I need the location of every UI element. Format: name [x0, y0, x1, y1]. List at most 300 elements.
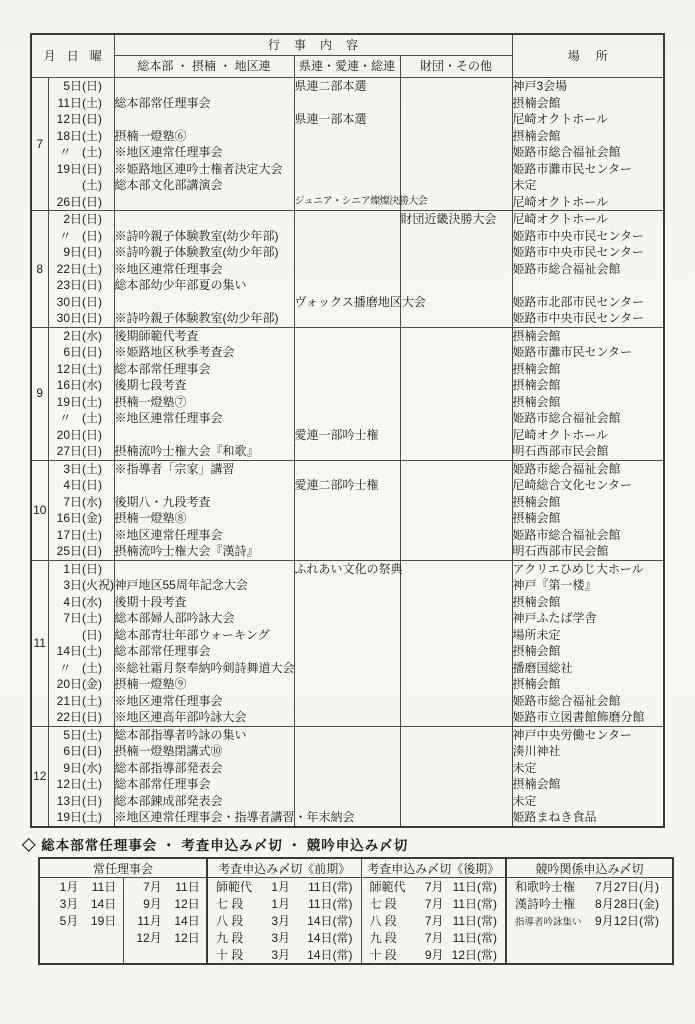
- cell-event-sohonbu: 総本部常任理事会: [114, 361, 294, 378]
- cell-event-sohonbu: [114, 294, 294, 311]
- header-day: 日: [66, 48, 79, 63]
- header-col-kenren: 県連・愛連・総連: [294, 56, 400, 78]
- cell-day: 16日: [56, 378, 82, 392]
- deadlines-heading: ◇ 総本部常任理事会 ・ 考査申込み〆切 ・ 競吟申込み〆切: [22, 838, 409, 853]
- cell-day: 7日: [63, 611, 82, 625]
- cell-event-kenren: [294, 128, 400, 145]
- cell-place: 姫路市総合福祉会館: [512, 527, 621, 542]
- cell-kyogin: 和歌吟士権 7月27日(月): [515, 880, 660, 894]
- schedule-row: [31, 161, 664, 178]
- cell-event-kenren: [294, 577, 400, 594]
- cell-event-kenren: [294, 377, 400, 394]
- cell-place: 姫路市灘市民センター: [512, 161, 633, 176]
- cell-event-sohonbu: 摂楠一燈塾⑨: [114, 676, 294, 693]
- cell-zenki: 十 段 3月 14日(常): [207, 946, 361, 964]
- cell-dow: (日): [82, 277, 114, 294]
- cell-day: 6日: [63, 345, 82, 359]
- cell-place: 未定: [512, 178, 537, 192]
- cell-dow: (日): [82, 111, 114, 128]
- cell-event-zaidan: [400, 277, 512, 294]
- cell-day: 13日: [56, 793, 82, 808]
- cell-place: 姫路市中央市民センター: [512, 245, 645, 259]
- header-events-group: 行事内容: [114, 34, 512, 56]
- cell-kyogin: [506, 946, 673, 964]
- schedule-row: [31, 527, 664, 544]
- cell-place: 神戸『第一楼』: [512, 578, 597, 592]
- cell-event-zaidan: [400, 443, 512, 460]
- schedule-row: [31, 327, 664, 344]
- cell-place: 姫路市総合福祉会館: [512, 693, 621, 708]
- cell-day: 2日: [48, 211, 82, 228]
- cell-place: 摂楠会館: [512, 511, 561, 525]
- schedule-row: [31, 310, 664, 327]
- cell-kouki: 師範代 7月 11日(常): [361, 878, 506, 896]
- cell-event-sohonbu: ※詩吟親子体験教室(幼少年部): [114, 228, 294, 245]
- month-group: [31, 211, 664, 328]
- cell-event-zaidan: [400, 577, 512, 594]
- cell-event-sohonbu: 総本部常任理事会: [114, 95, 294, 112]
- cell-day: 2日: [48, 327, 82, 344]
- month-group: [31, 560, 664, 726]
- cell-event-sohonbu: ※地区連常任理事会: [114, 261, 294, 278]
- cell-event-zaidan: [400, 410, 512, 427]
- cell-day: 〃: [59, 145, 72, 159]
- deadline-row: [39, 929, 673, 946]
- cell-day: 27日: [56, 444, 82, 458]
- cell-day: 25日: [56, 544, 82, 558]
- cell-event-zaidan: [400, 111, 512, 128]
- month-group: [31, 78, 664, 211]
- cell-place: 姫路市中央市民センター: [512, 311, 645, 325]
- cell-place: 姫路市総合福祉会館: [512, 411, 621, 425]
- cell-dow: (土): [82, 128, 114, 145]
- schedule-row: [31, 510, 664, 527]
- month-group: [31, 460, 664, 560]
- cell-event-sohonbu: ※詩吟親子体験教室(幼少年部): [114, 244, 294, 261]
- cell-day: 4日: [63, 478, 82, 492]
- cell-day: 21日: [56, 693, 82, 708]
- cell-event-sohonbu: 後期十段考査: [114, 594, 294, 611]
- cell-dow: (土): [82, 660, 114, 677]
- schedule-row: [31, 543, 664, 560]
- cell-event-zaidan: [400, 527, 512, 544]
- cell-dow: (土): [82, 527, 114, 544]
- cell-dow: (日): [82, 228, 114, 245]
- cell-day: 11日: [57, 95, 82, 110]
- cell-day: 22日: [56, 710, 82, 724]
- header-month-day-dow: [31, 34, 114, 78]
- cell-event-kenren: [294, 310, 400, 327]
- cell-event-zaidan: [400, 244, 512, 261]
- schedule-row: [31, 743, 664, 760]
- cell-event-kenren: [294, 726, 400, 743]
- cell-kyogin: 漢詩吟士権 8月28日(金): [515, 897, 660, 911]
- cell-event-sohonbu: 総本部文化部講演会: [114, 177, 294, 194]
- cell-day: 9日: [63, 245, 82, 259]
- cell-riji-2: [123, 946, 207, 964]
- cell-dow: (水): [82, 494, 114, 511]
- cell-dow: (火祝): [82, 578, 114, 592]
- cell-event-sohonbu: 摂楠一燈塾閉講式⑩: [114, 743, 294, 760]
- cell-event-sohonbu: [114, 78, 294, 95]
- cell-event-zaidan: [400, 310, 512, 327]
- cell-day: 3日: [63, 578, 82, 592]
- cell-dow: (土): [82, 95, 114, 112]
- cell-riji-1: [39, 946, 123, 964]
- schedule-row: [31, 560, 664, 577]
- cell-place: 摂楠会館: [512, 394, 561, 409]
- cell-event-zaidan: [400, 510, 512, 527]
- cell-place: 摂楠会館: [512, 644, 561, 658]
- cell-event-zaidan: [400, 377, 512, 394]
- schedule-row: [31, 443, 664, 460]
- cell-day: 19日: [56, 810, 82, 824]
- cell-dow: (日): [82, 294, 114, 311]
- cell-dow: (土): [82, 726, 114, 743]
- cell-event-kenren: [294, 527, 400, 544]
- cell-event-kenren: [294, 676, 400, 693]
- cell-event-zaidan: [400, 261, 512, 278]
- schedule-row: [31, 261, 664, 278]
- schedule-row: [31, 643, 664, 660]
- cell-dow: (土): [82, 361, 114, 378]
- cell-event-sohonbu: 摂楠一燈塾⑦: [114, 394, 294, 411]
- cell-riji-1: 5月 19日: [39, 912, 123, 929]
- cell-day: 16日: [56, 511, 82, 525]
- cell-event-sohonbu: 後期七段考査: [114, 377, 294, 394]
- cell-month: 8: [31, 211, 48, 328]
- schedule-row: [31, 361, 664, 378]
- cell-event-sohonbu: ※地区連高年部吟詠大会: [114, 709, 294, 726]
- cell-place: 摂楠会館: [512, 95, 561, 110]
- header-month: 月: [43, 48, 56, 63]
- cell-place: 尼崎オクトホール: [512, 211, 664, 228]
- cell-event-zaidan: [400, 394, 512, 411]
- schedule-row: [31, 594, 664, 611]
- cell-dow: (水): [82, 594, 114, 611]
- schedule-row: [31, 177, 664, 194]
- cell-month: 11: [31, 560, 48, 726]
- cell-event-zaidan: [400, 228, 512, 245]
- cell-place: 姫路市立図書館飾磨分館: [512, 710, 645, 724]
- schedule-row: [31, 776, 664, 793]
- cell-riji-1: [39, 929, 123, 946]
- cell-dow: (日): [82, 161, 114, 178]
- cell-dow: (日): [82, 310, 114, 327]
- cell-event-zaidan: [400, 660, 512, 677]
- cell-zenki: 七 段 1月 11日(常): [207, 895, 361, 912]
- cell-day: 19日: [56, 161, 82, 176]
- cell-dow: (土): [82, 177, 114, 194]
- cell-event-zaidan: [400, 809, 512, 827]
- cell-dow: (日): [82, 560, 114, 577]
- cell-place: 摂楠会館: [512, 594, 561, 609]
- cell-day: 7日: [63, 494, 82, 509]
- cell-day: 14日: [56, 644, 82, 658]
- schedule-row: [31, 427, 664, 444]
- cell-place: 姫路市灘市民センター: [512, 345, 633, 359]
- cell-event-kenren: [294, 327, 400, 344]
- cell-event-kenren: [294, 643, 400, 660]
- cell-event-sohonbu: ※詩吟親子体験教室(幼少年部): [114, 310, 294, 327]
- cell-event-sohonbu: 総本部青壮年部ウォーキング: [114, 627, 294, 644]
- cell-month: 7: [31, 78, 48, 211]
- cell-event-zaidan: [400, 344, 512, 361]
- schedule-row: [31, 760, 664, 777]
- schedule-row: [31, 809, 664, 827]
- cell-day: 26日: [56, 194, 82, 209]
- deadline-row: [39, 946, 673, 964]
- cell-event-zaidan: [400, 693, 512, 710]
- cell-kouki: 七 段 7月 11日(常): [361, 895, 506, 912]
- cell-event-sohonbu: ※地区連常任理事会: [114, 693, 294, 710]
- schedule-row: [31, 577, 664, 594]
- cell-day: 19日: [56, 394, 82, 409]
- cell-place: 湊川神社: [512, 744, 561, 758]
- cell-event-kenren: [294, 660, 400, 677]
- cell-dow: (水): [82, 760, 114, 777]
- cell-event-zaidan: [400, 776, 512, 793]
- cell-place: 尼崎オクトホール: [512, 194, 609, 209]
- cell-dow: (日): [82, 627, 114, 644]
- cell-event-zaidan: [400, 427, 512, 444]
- cell-event-kenren: [294, 244, 400, 261]
- cell-event-sohonbu: [114, 560, 294, 577]
- cell-day: 12日: [56, 112, 82, 126]
- cell-riji-2: 11月 14日: [123, 912, 207, 929]
- cell-place: 場所未定: [512, 627, 561, 642]
- cell-event-kenren: [294, 743, 400, 760]
- cell-dow: (日): [82, 543, 114, 560]
- schedule-row: [31, 78, 664, 95]
- cell-kouki: 十 段 9月 12日(常): [361, 946, 506, 964]
- deadline-row: [39, 878, 673, 896]
- schedule-row: [31, 277, 664, 294]
- cell-dow: (日): [82, 244, 114, 261]
- cell-dow: (土): [82, 693, 114, 710]
- schedule-row: [31, 394, 664, 411]
- cell-day: 3日: [48, 460, 82, 477]
- cell-day: 5日: [48, 78, 82, 95]
- cell-place: 姫路市総合福祉会館: [512, 460, 664, 477]
- cell-event-zaidan: [400, 177, 512, 194]
- cell-place: 姫路市総合福祉会館: [512, 145, 621, 159]
- cell-dow: (日): [82, 709, 114, 726]
- header-place: 場所: [567, 48, 624, 63]
- cell-day: 9日: [63, 760, 82, 775]
- cell-place: 尼崎総合文化センター: [512, 478, 633, 492]
- cell-event-zaidan: [400, 128, 512, 145]
- cell-place: 播磨国総社: [512, 660, 573, 675]
- schedule-row: [31, 294, 664, 311]
- cell-place: 摂楠会館: [512, 361, 561, 376]
- cell-day: 20日: [56, 427, 82, 442]
- cell-day: 〃: [59, 228, 72, 243]
- cell-day: 18日: [56, 128, 82, 143]
- cell-month: 9: [31, 327, 48, 460]
- cell-event-kenren: [294, 776, 400, 793]
- cell-day: 5日: [48, 726, 82, 743]
- cell-place: 尼崎オクトホール: [512, 427, 609, 442]
- cell-event-kenren: [294, 610, 400, 627]
- header-zenki: 考査申込み〆切《前期》: [207, 858, 361, 878]
- schedule-row: [31, 377, 664, 394]
- cell-event-kenren: [294, 211, 400, 228]
- cell-dow: (日): [82, 211, 114, 228]
- schedule-row: [31, 627, 664, 644]
- cell-event-kenren: [294, 161, 400, 178]
- cell-dow: (日): [82, 427, 114, 444]
- cell-dow: (水): [82, 377, 114, 394]
- cell-event-sohonbu: 総本部幼少年部夏の集い: [114, 277, 294, 294]
- cell-dow: (日): [82, 743, 114, 760]
- cell-event-sohonbu: 後期師範代考査: [114, 327, 294, 344]
- cell-place: 摂楠会館: [512, 128, 561, 143]
- cell-riji-2: 7月 11日: [123, 878, 207, 896]
- cell-place: 摂楠会館: [512, 327, 664, 344]
- cell-event-zaidan: [400, 78, 512, 95]
- cell-dow: (日): [82, 194, 114, 211]
- cell-event-sohonbu: ※総社霜月祭奉納吟剣詩舞道大会: [114, 660, 295, 675]
- cell-event-kenren: [294, 344, 400, 361]
- schedule-row: [31, 95, 664, 112]
- header-dow: 曜: [89, 48, 102, 63]
- cell-place: 神戸ふたば学舎: [512, 611, 597, 625]
- schedule-row: [31, 244, 664, 261]
- cell-dow: (土): [82, 610, 114, 627]
- deadline-row: [39, 912, 673, 929]
- cell-event-sohonbu: 後期八・九段考査: [114, 494, 294, 511]
- cell-event-kenren: [294, 443, 400, 460]
- cell-event-sohonbu: 総本部指導者吟詠の集い: [114, 726, 294, 743]
- cell-event-sohonbu: [114, 194, 294, 211]
- cell-event-kenren: [294, 510, 400, 527]
- schedule-row: [31, 660, 664, 677]
- cell-event-sohonbu: 摂楠流吟士権大会『漢詩』: [114, 543, 294, 560]
- cell-dow: (水): [82, 327, 114, 344]
- schedule-row: [31, 460, 664, 477]
- cell-day: 4日: [63, 594, 82, 609]
- cell-event-kenren: [294, 543, 400, 560]
- cell-event-kenren: [294, 277, 400, 294]
- cell-place: 尼崎オクトホール: [512, 112, 609, 126]
- cell-event-zaidan: [400, 361, 512, 378]
- cell-day: 17日: [56, 527, 82, 542]
- schedule-row: [31, 111, 664, 128]
- schedule-row: [31, 410, 664, 427]
- cell-place: 明石西部市民会館: [512, 544, 609, 558]
- cell-zenki: 八 段 3月 14日(常): [207, 912, 361, 929]
- cell-kyogin: [506, 929, 673, 946]
- cell-event-zaidan: [400, 327, 512, 344]
- schedule-row: [31, 494, 664, 511]
- cell-dow: (日): [82, 477, 114, 494]
- cell-place: 明石西部市民会館: [512, 444, 609, 458]
- cell-dow: (金): [82, 676, 114, 693]
- cell-dow: (金): [82, 510, 114, 527]
- schedule-row: [31, 726, 664, 743]
- schedule-row: [31, 344, 664, 361]
- cell-event-kenren: [294, 410, 400, 427]
- cell-dow: (土): [82, 809, 114, 827]
- cell-month: 10: [31, 460, 48, 560]
- cell-day: 12日: [56, 777, 82, 791]
- schedule-row: [31, 793, 664, 810]
- cell-event-sohonbu: 摂楠一燈塾⑧: [114, 510, 294, 527]
- cell-kouki: 八 段 7月 11日(常): [361, 912, 506, 929]
- cell-dow: (土): [82, 776, 114, 793]
- cell-event-zaidan: [400, 460, 512, 477]
- cell-day: 6日: [63, 744, 82, 758]
- cell-event-sohonbu: 総本部婦人部吟詠大会: [114, 610, 294, 627]
- header-kouki: 考査申込み〆切《後期》: [361, 858, 506, 878]
- cell-event-zaidan: [400, 95, 512, 112]
- cell-event-zaidan: [400, 610, 512, 627]
- cell-event-sohonbu: [114, 477, 294, 494]
- cell-event-sohonbu: ※地区連常任理事会・指導者講習・年末納会: [114, 809, 294, 827]
- cell-event-kenren: ジュニア・シニア燦燦決勝大会: [294, 194, 400, 211]
- month-group: [31, 726, 664, 827]
- cell-event-kenren: [294, 693, 400, 710]
- cell-place: 姫路まねき食品: [512, 810, 597, 824]
- deadlines-table: [38, 857, 674, 965]
- cell-event-zaidan: [400, 676, 512, 693]
- cell-day: 1日: [48, 560, 82, 577]
- cell-place: 未定: [512, 760, 537, 775]
- cell-event-zaidan: [400, 543, 512, 560]
- cell-event-kenren: 県連二部本選: [294, 78, 400, 95]
- cell-day: [48, 627, 82, 644]
- cell-event-kenren: [294, 793, 400, 810]
- cell-event-kenren: 愛連二部吟士権: [294, 477, 400, 494]
- cell-event-kenren: [294, 594, 400, 611]
- cell-riji-2: 9月 12日: [123, 895, 207, 912]
- schedule-row: [31, 709, 664, 726]
- cell-event-zaidan: [400, 793, 512, 810]
- cell-event-kenren: [294, 261, 400, 278]
- cell-event-kenren: [294, 494, 400, 511]
- schedule-row: [31, 194, 664, 211]
- cell-day: 20日: [56, 677, 82, 691]
- cell-event-kenren: ヴォックス播磨地区大会: [294, 294, 426, 309]
- cell-event-sohonbu: ※地区連常任理事会: [114, 410, 294, 427]
- cell-place: 姫路市北部市民センター: [512, 294, 645, 309]
- cell-event-sohonbu: 摂楠流吟士権大会『和歌』: [114, 443, 294, 460]
- cell-event-zaidan: [400, 477, 512, 494]
- cell-riji-1: 1月 11日: [39, 878, 123, 896]
- cell-event-zaidan: [400, 144, 512, 161]
- cell-day: 12日: [56, 361, 82, 376]
- schedule-row: [31, 228, 664, 245]
- cell-event-sohonbu: 総本部錬成部発表会: [114, 793, 294, 810]
- cell-place: 摂楠会館: [512, 677, 561, 691]
- cell-day: 23日: [56, 278, 82, 292]
- cell-event-zaidan: [400, 743, 512, 760]
- cell-event-kenren: [294, 760, 400, 777]
- cell-riji-1: 3月 14日: [39, 895, 123, 912]
- cell-place: 神戸中央労働センター: [512, 726, 664, 743]
- cell-kyogin: 指導者吟詠集い 9月12日(常): [515, 914, 660, 928]
- cell-day: 〃: [59, 660, 72, 675]
- cell-event-zaidan: [400, 760, 512, 777]
- header-col-zaidan: 財団・その他: [400, 56, 512, 78]
- cell-event-sohonbu: 総本部指導部発表会: [114, 760, 294, 777]
- cell-place: 摂楠会館: [512, 494, 561, 509]
- schedule-row: [31, 693, 664, 710]
- cell-event-zaidan: [400, 560, 512, 577]
- cell-zenki: 師範代 1月 11日(常): [207, 878, 361, 896]
- cell-event-sohonbu: ※姫路地区連吟士権者決定大会: [114, 161, 294, 178]
